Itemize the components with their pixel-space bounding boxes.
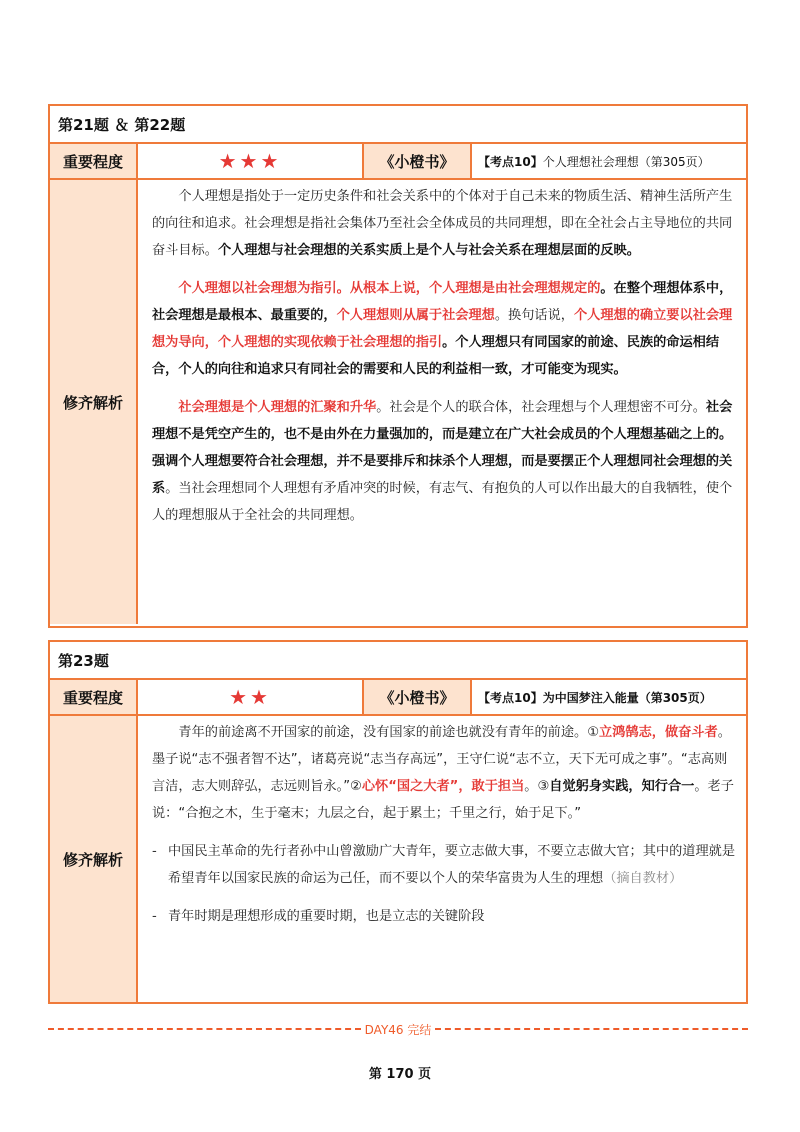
bullet-item-1: - 中国民主革命的先行者孙中山曾激励广大青年，要立志做大事，不要立志做大官；其中的道理就是希望青年以国家民族的命运为己任，而不要以个人的荣华富贵为人生的理想（摘自教材）: [152, 838, 738, 892]
exam-point-tag: 【考点10】: [478, 154, 543, 169]
analysis-row: [50, 180, 746, 624]
paragraph-1: 青年的前途离不开国家的前途，没有国家的前途也就没有青年的前途。①立鸿鹄志，做奋斗者。墨子说“志不强者智不达”，诸葛亮说“志当存高远”，王守仁说“志不立，天下无可成之事”。“志高则言洁，志大则辞弘，志远则旨永。”②心怀“国之大者”，敢于担当。③自觉躬身实践，知行合一。老子说：“合抱之木，生于毫末；九层之台，起于累土；千里之行，始于足下。”: [152, 725, 734, 821]
importance-stars: ★★★: [138, 144, 364, 178]
divider-text: DAY46 完结: [364, 1022, 432, 1037]
analysis-content: [138, 180, 746, 624]
paragraph-3: 社会理想是个人理想的汇聚和升华。社会是个人的联合体，社会理想与个人理想密不可分。社会理想不是凭空产生的，也不是由外在力量强加的，而是建立在广大社会成员的个人理想基础之上的。强调个人理想要符合社会理想，并不是要排斥和抹杀个人理想，而是要摆正个人理想同社会理想的关系。当社会理想同个人理想有矛盾冲突的时候，有志气、有抱负的人可以作出最大的自我牺牲，使个人的理想服从于全社会的共同理想。: [152, 400, 733, 523]
paragraph-1: 个人理想是指处于一定历史条件和社会关系中的个体对于自己未来的物质生活、精神生活所产生的向往和追求。社会理想是指社会集体乃至社会全体成员的共同理想，即在全社会占主导地位的共同奋斗目标。个人理想与社会理想的关系实质上是个人与社会关系在理想层面的反映。: [152, 189, 733, 258]
analysis-label: 修齐解析: [50, 716, 138, 1002]
exam-point: [472, 144, 746, 178]
book-label: 《小橙书》: [364, 144, 472, 178]
paragraph-2: 个人理想以社会理想为指引。从根本上说，个人理想是由社会理想规定的。在整个理想体系中，社会理想是最根本、最重要的，个人理想则从属于社会理想。换句话说，个人理想的确立要以社会理想为导向，个人理想的实现依赖于社会理想的指引。个人理想只有同国家的前途、民族的命运相结合，个人的向往和追求只有同社会的需要和人民的利益相一致，才可能变为现实。: [152, 281, 733, 377]
analysis-content: [138, 716, 746, 1002]
divider-dash-left: [48, 1028, 361, 1030]
divider-dash-right: [435, 1028, 748, 1030]
importance-stars: ★★: [138, 680, 364, 714]
analysis-label: 修齐解析: [50, 180, 138, 624]
question-title: 第21题 ＆ 第22题: [50, 106, 746, 144]
importance-label: 重要程度: [50, 680, 138, 714]
question-title: 第23题: [50, 642, 746, 680]
importance-label: 重要程度: [50, 144, 138, 178]
book-label: 《小橙书》: [364, 680, 472, 714]
bullet-item-2: - 青年时期是理想形成的重要时期，也是立志的关键阶段: [152, 903, 738, 930]
page-number: 第 170 页: [368, 1067, 432, 1082]
exam-point-text: （第305页）: [638, 690, 712, 705]
exam-point-tag: 【考点10】为中国梦注入能量: [478, 690, 639, 705]
day-end-divider: [48, 1018, 748, 1040]
analysis-row: [50, 716, 746, 1002]
importance-row: [50, 144, 746, 180]
question-card-21-22: [48, 104, 748, 628]
exam-point-text: 个人理想社会理想（第305页）: [542, 154, 710, 169]
question-card-23: [48, 640, 748, 1004]
exam-point: [472, 680, 746, 714]
importance-row: [50, 680, 746, 716]
